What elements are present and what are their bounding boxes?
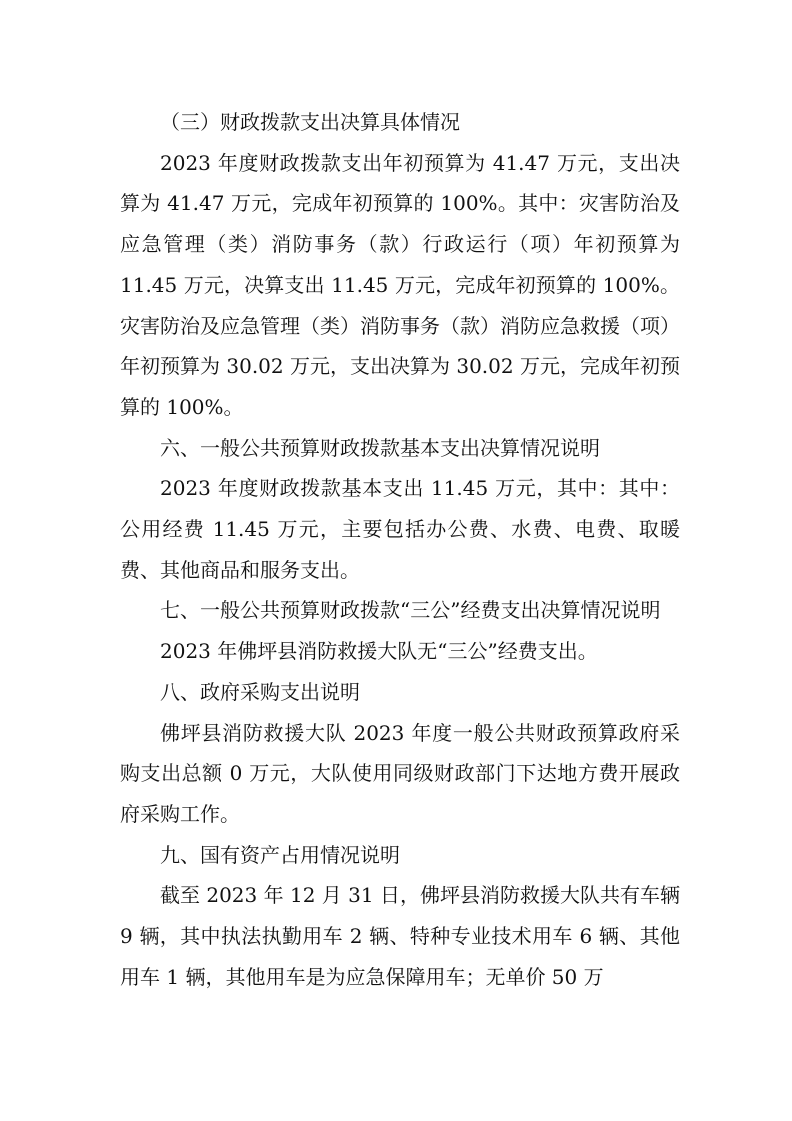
section-heading-fiscal-expenditure-details: （三）财政拨款支出决算具体情况: [160, 110, 460, 134]
paragraph-three-public-expenses: 2023 年佛坪县消防救援大队无“三公”经费支出。: [160, 639, 598, 664]
section-heading-government-procurement: 八、政府采购支出说明: [160, 679, 360, 704]
paragraph-basic-expenditure: 2023 年度财政拨款基本支出 11.45 万元，其中：其中：公用经费 11.45 万元，主要包括办公费、水费、电费、取暖费、其他商品和服务支出。: [120, 476, 680, 582]
paragraph-fiscal-expenditure: 2023 年度财政拨款支出年初预算为 41.47 万元，支出决算为 41.47 万元，完成年初预算的 100%。其中：灾害防治及应急管理（类）消防事务（款）行政运行（项）年初预算为 11.45 万元，决算支出 11.45 万元，完成年初预算的 100%。灾害防治及应急管理（类）消防事务（款）消防应急救援（项）年初预算为 30.02 万元，支出决算为 30.02 万元，完成年初预算的 100%。: [120, 150, 680, 419]
section-heading-three-public-expenses: 七、一般公共预算财政拨款“三公”经费支出决算情况说明: [160, 598, 661, 623]
paragraph-state-assets: 截至 2023 年 12 月 31 日，佛坪县消防救援大队共有车辆 9 辆，其中执法执勤用车 2 辆、特种专业技术用车 6 辆、其他用车 1 辆，其他用车是为应急保障用车；无单价 50 万: [120, 883, 680, 989]
paragraph-government-procurement: 佛坪县消防救援大队 2023 年度一般公共财政预算政府采购支出总额 0 万元，大队使用同级财政部门下达地方费开展政府采购工作。: [120, 720, 680, 826]
section-heading-basic-expenditure: 六、一般公共预算财政拨款基本支出决算情况说明: [160, 435, 600, 460]
document-body: [120, 102, 680, 997]
section-heading-state-assets: 九、国有资产占用情况说明: [160, 842, 400, 867]
